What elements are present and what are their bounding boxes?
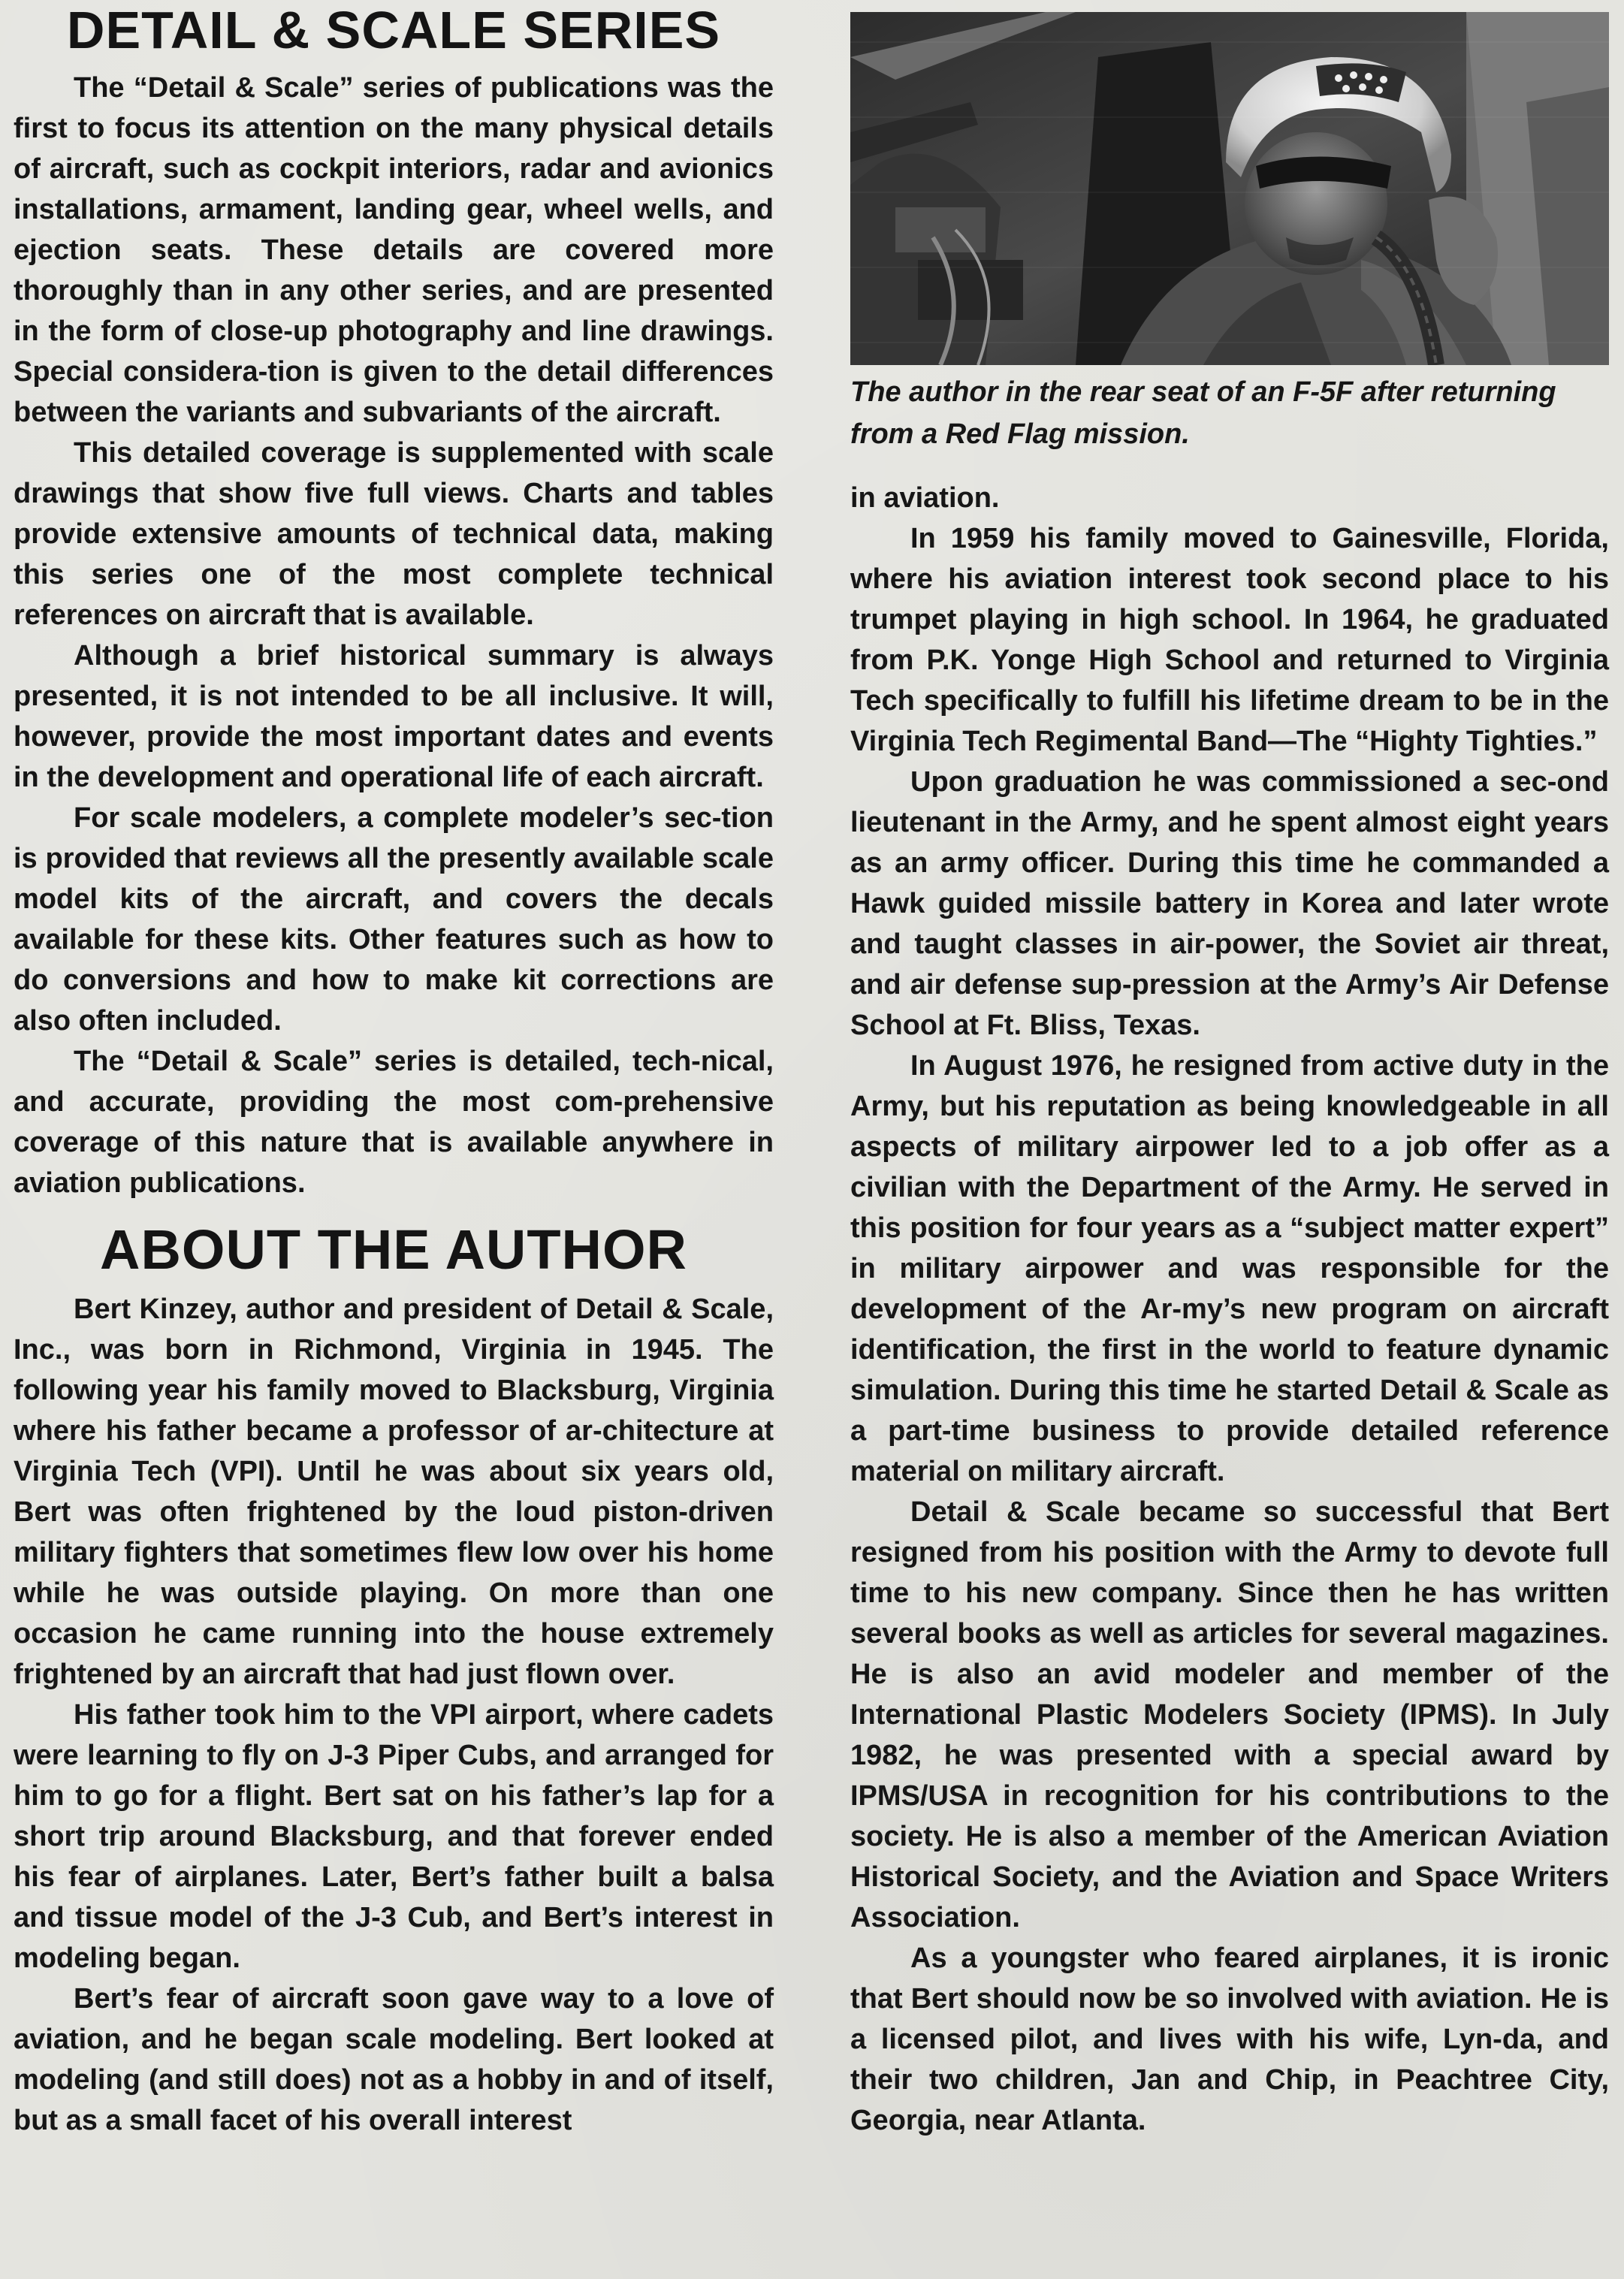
photo-caption: The author in the rear seat of an F-5F after returning from a Red Flag mission. [850, 376, 1556, 450]
author-photo [850, 12, 1609, 365]
author-paragraph: In 1959 his family moved to Gainesville, Florida, where his aviation interest took second place to his trumpet playing in high school. In 1964, he graduated from P.K. Yonge High School and returned to Virginia Tech specifically to fulfill his lifetime dream to be in the Virginia Tech Regimental Band—The “Highty Tighties.” [850, 523, 1609, 757]
series-paragraph: The “Detail & Scale” series of publications was the first to focus its attention on the many physical details of aircraft, such as cockpit interiors, radar and avionics installations, armament, landing gear, wheel wells, and ejection seats. These details are covered more thoroughly than in any other series, and are presented in the form of close-up photography and line drawings. Special considera-tion is given to the detail differences between the variants and subvariants of the aircraft. [14, 72, 774, 428]
author-body-left [14, 1289, 774, 2141]
series-paragraph: Although a brief historical summary is always presented, it is not intended to be all inclusive. It will, however, provide the most important dates and events in the development and operational life of each aircraft. [14, 640, 774, 793]
author-paragraph: As a youngster who feared airplanes, it is ironic that Bert should now be so involved with aviation. He is a licensed pilot, and lives with his wife, Lyn-da, and their two children, Jan and Chip, in Peachtree City, Georgia, near Atlanta. [850, 1942, 1609, 2136]
author-paragraph: His father took him to the VPI airport, where cadets were learning to fly on J-3 Piper Cubs, and arranged for him to go for a flight. Bert sat on his father’s lap for a short trip around Blacksburg, and that forever ended his fear of airplanes. Later, Bert’s father built a balsa and tissue model of the J-3 Cub, and Bert’s interest in modeling began. [14, 1699, 774, 1974]
series-paragraph: The “Detail & Scale” series is detailed, tech-nical, and accurate, providing the most com-prehensive coverage of this nature that is available anywhere in aviation publications. [14, 1046, 774, 1199]
author-body-right [850, 478, 1609, 2141]
author-continuation: in aviation. [850, 482, 1000, 514]
author-paragraph: Bert’s fear of aircraft soon gave way to a love of aviation, and he began scale modeling. Bert looked at modeling (and still does) not as a hobby in and of itself, but as a small facet of his overall interest [14, 1983, 774, 2136]
author-paragraph: Detail & Scale became so successful that Bert resigned from his position with the Army to devote full time to his new company. Since then he has written several books as well as articles for several magazines. He is also an avid modeler and member of the International Plastic Modelers Society (IPMS). In July 1982, he was presented with a special award by IPMS/USA in recognition for his contributions to the society. He is also a member of the American Aviation Historical Society, and the Aviation and Space Writers Association. [850, 1496, 1609, 1933]
series-paragraph: For scale modelers, a complete modeler’s sec-tion is provided that reviews all the presently available scale model kits of the aircraft, and covers the decals available for these kits. Other features such as how to do conversions and how to make kit corrections are also often included. [14, 802, 774, 1037]
left-column [14, 0, 774, 2141]
series-heading: DETAIL & SCALE SERIES [66, 1, 721, 59]
right-column [850, 0, 1609, 2141]
series-body [14, 68, 774, 1203]
author-paragraph: Bert Kinzey, author and president of Detail & Scale, Inc., was born in Richmond, Virginia in 1945. The following year his family moved to Blacksburg, Virginia where his father became a professor of ar-chitecture at Virginia Tech (VPI). Until he was about six years old, Bert was often frightened by the loud piston-driven military fighters that sometimes flew low over his home while he was outside playing. On more than one occasion he came running into the house extremely frightened by an aircraft that had just flown over. [14, 1293, 774, 1690]
author-heading: ABOUT THE AUTHOR [100, 1218, 687, 1281]
author-paragraph: In August 1976, he resigned from active duty in the Army, but his reputation as being knowledgeable in all aspects of military airpower led to a job offer as a civilian with the Department of the Army. He served in this position for four years as a “subject matter expert” in military airpower and was responsible for the development of the Ar-my’s new program on aircraft identification, the first in the world to feature dynamic simulation. During this time he started Detail & Scale as a part-time business to provide detailed reference material on military aircraft. [850, 1050, 1609, 1487]
series-paragraph: This detailed coverage is supplemented with scale drawings that show five full views. Charts and tables provide extensive amounts of technical data, making this series one of the most complete technical references on aircraft that is available. [14, 437, 774, 631]
author-photo-image [850, 12, 1609, 365]
author-paragraph: Upon graduation he was commissioned a sec-ond lieutenant in the Army, and he spent almost eight years as an army officer. During this time he commanded a Hawk guided missile battery in Korea and later wrote and taught classes in air-power, the Soviet air threat, and air defense sup-pression at the Army’s Air Defense School at Ft. Bliss, Texas. [850, 766, 1609, 1041]
